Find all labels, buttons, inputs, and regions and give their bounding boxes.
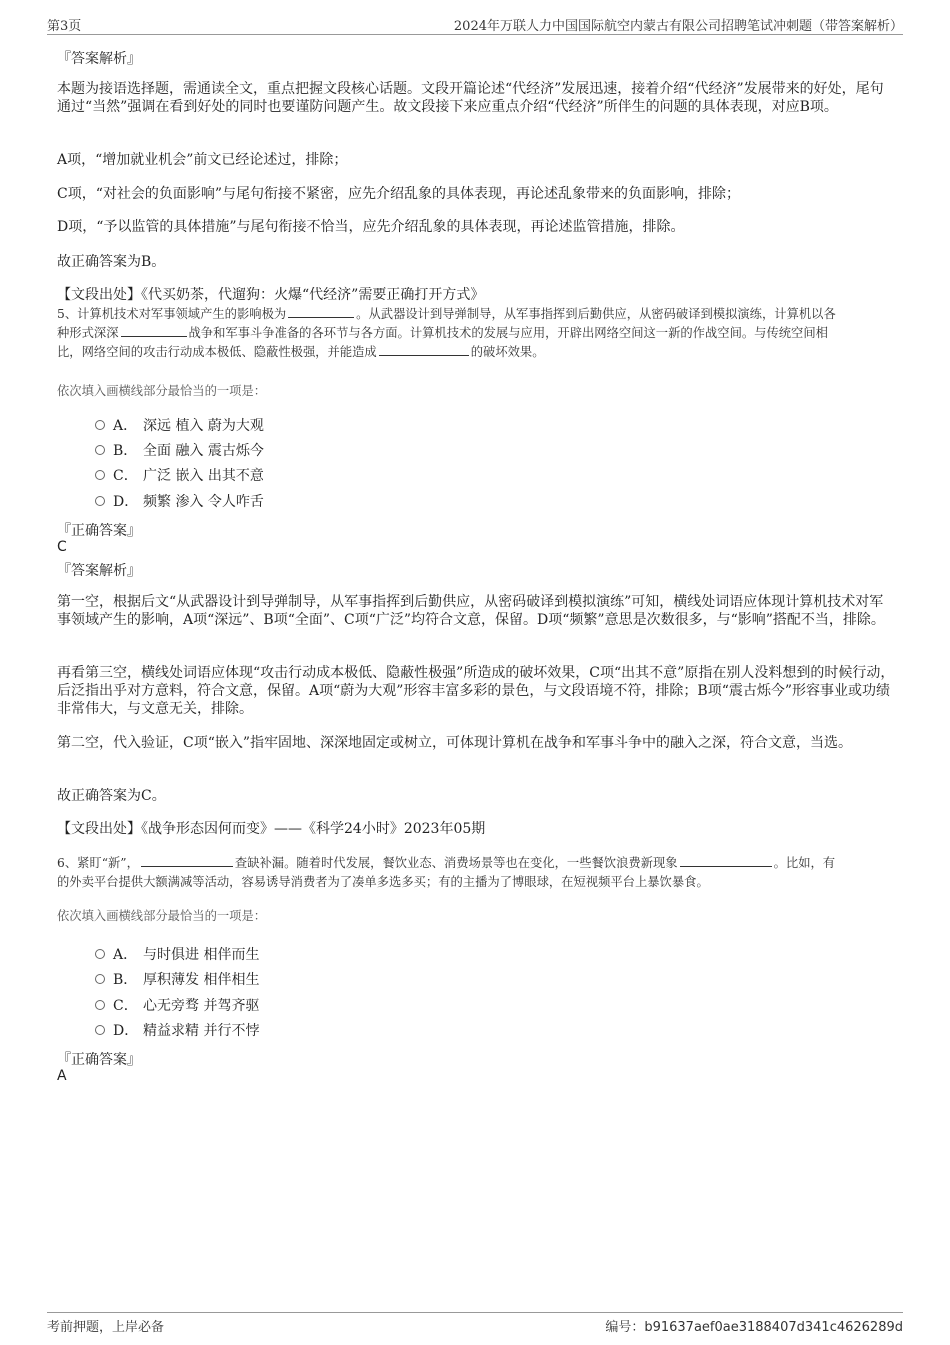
option-a[interactable]: A． 与时俱进 相伴而生 bbox=[95, 944, 259, 964]
question-prompt: 依次填入画横线部分最恰当的一项是： bbox=[57, 384, 267, 398]
correct-answer: A bbox=[57, 1068, 67, 1084]
document-code: 编号：b91637aef0ae3188407d341c4626289d bbox=[605, 1320, 903, 1335]
analysis-label: 『答案解析』 bbox=[57, 51, 141, 67]
analysis-paragraph: D项，“予以监管的具体措施”与尾句衔接不恰当，应先介绍乱象的具体表现，再论述监管措施，排除。 bbox=[57, 219, 685, 235]
option-c[interactable]: C． 广泛 嵌入 出其不意 bbox=[95, 465, 264, 485]
conclusion: 故正确答案为B。 bbox=[57, 254, 166, 270]
analysis-label: 『答案解析』 bbox=[57, 563, 141, 579]
radio-button[interactable] bbox=[95, 1025, 105, 1035]
radio-button[interactable] bbox=[95, 1000, 105, 1010]
analysis-paragraph: 本题为接语选择题，需通读全文，重点把握文段核心话题。文段开篇论述“代经济”发展迅速，接着介绍“代经济”发展带来的好处，尾句通过“当然”强调在看到好处的同时也要谨防问题产生。故文段接下来应重点介绍“代经济”所伴生的问题的具体表现，对应B项。 bbox=[57, 81, 884, 115]
analysis-paragraph: 第一空，根据后文“从武器设计到导弹制导，从军事指挥到后勤供应，从密码破译到模拟演练”可知，横线处词语应体现计算机技术对军事领域产生的影响，A项“深远”、B项“全面”、C项“广泛”均符合文意，保留。D项“频繁”意思是次数很多，与“影响”搭配不当，排除。 bbox=[57, 594, 885, 628]
correct-answer: C bbox=[57, 539, 67, 555]
fill-blank bbox=[680, 855, 772, 867]
radio-button[interactable] bbox=[95, 496, 105, 506]
page-number: 第3页 bbox=[47, 19, 82, 34]
footer-slogan: 考前押题，上岸必备 bbox=[47, 1320, 165, 1335]
source-citation: 【文段出处】《代买奶茶，代遛狗：火爆“代经济”需要正确打开方式》 bbox=[57, 287, 485, 303]
option-b[interactable]: B． 全面 融入 震古烁今 bbox=[95, 440, 264, 460]
analysis-paragraph: C项，“对社会的负面影响”与尾句衔接不紧密，应先介绍乱象的具体表现，再论述乱象带来的负面影响，排除； bbox=[57, 186, 741, 202]
radio-button[interactable] bbox=[95, 470, 105, 480]
analysis-paragraph: 第二空，代入验证，C项“嵌入”指牢固地、深深地固定或树立，可体现计算机在战争和军事斗争中的融入之深，符合文意，当选。 bbox=[57, 735, 853, 751]
question-prompt: 依次填入画横线部分最恰当的一项是： bbox=[57, 909, 267, 923]
page-footer bbox=[47, 1312, 903, 1335]
page-header bbox=[47, 14, 903, 35]
radio-button[interactable] bbox=[95, 420, 105, 430]
question-5-text: 5、计算机技术对军事领域产生的影响极为 。从武器设计到导弹制导，从军事指挥到后勤供应，从密码破译到模拟演练，计算机以各 种形式深深 战争和军事斗争准备的各环节与各方面。计算机技术的发展与应用，开辟出网络空间这一新的作战空间。与传统空间相 比，网络空间的攻击行动成本极低、隐蔽性极强，并能造成 的破坏效果。 bbox=[57, 307, 836, 359]
document-title: 2024年万联人力中国国际航空内蒙古有限公司招聘笔试冲刺题（带答案解析） bbox=[453, 19, 903, 34]
option-a[interactable]: A． 深远 植入 蔚为大观 bbox=[95, 415, 264, 435]
question-6-text: 6、紧盯“新”， 查缺补漏。随着时代发展，餐饮业态、消费场景等也在变化，一些餐饮浪费新现象 。比如，有 的外卖平台提供大额满减等活动，容易诱导消费者为了凑单多选多买；有的主播为了博眼球，在短视频平台上暴饮暴食。 bbox=[57, 856, 836, 889]
option-d[interactable]: D． 频繁 渗入 令人咋舌 bbox=[95, 491, 264, 511]
source-citation: 【文段出处】《战争形态因何而变》——《科学24小时》2023年05期 bbox=[57, 821, 486, 837]
option-b[interactable]: B． 厚积薄发 相伴相生 bbox=[95, 969, 259, 989]
analysis-paragraph: 再看第三空，横线处词语应体现“攻击行动成本极低、隐蔽性极强”所造成的破坏效果，C项“出其不意”原指在别人没料想到的时候行动，后泛指出乎对方意料，符合文意，保留。A项“蔚为大观”形容丰富多彩的景色，与文段语境不符，排除；B项“震古烁今”形容事业或功绩非常伟大，与文意无关，排除。 bbox=[57, 665, 895, 717]
radio-button[interactable] bbox=[95, 974, 105, 984]
option-d[interactable]: D． 精益求精 并行不悖 bbox=[95, 1020, 259, 1040]
correct-answer-label: 『正确答案』 bbox=[57, 1052, 141, 1068]
option-c[interactable]: C． 心无旁骛 并驾齐驱 bbox=[95, 995, 259, 1015]
fill-blank bbox=[379, 344, 469, 356]
fill-blank bbox=[141, 855, 233, 867]
radio-button[interactable] bbox=[95, 445, 105, 455]
radio-button[interactable] bbox=[95, 949, 105, 959]
fill-blank bbox=[121, 325, 187, 337]
analysis-paragraph: A项，“增加就业机会”前文已经论述过，排除； bbox=[57, 152, 348, 168]
fill-blank bbox=[288, 306, 354, 318]
conclusion: 故正确答案为C。 bbox=[57, 788, 166, 804]
correct-answer-label: 『正确答案』 bbox=[57, 523, 141, 539]
